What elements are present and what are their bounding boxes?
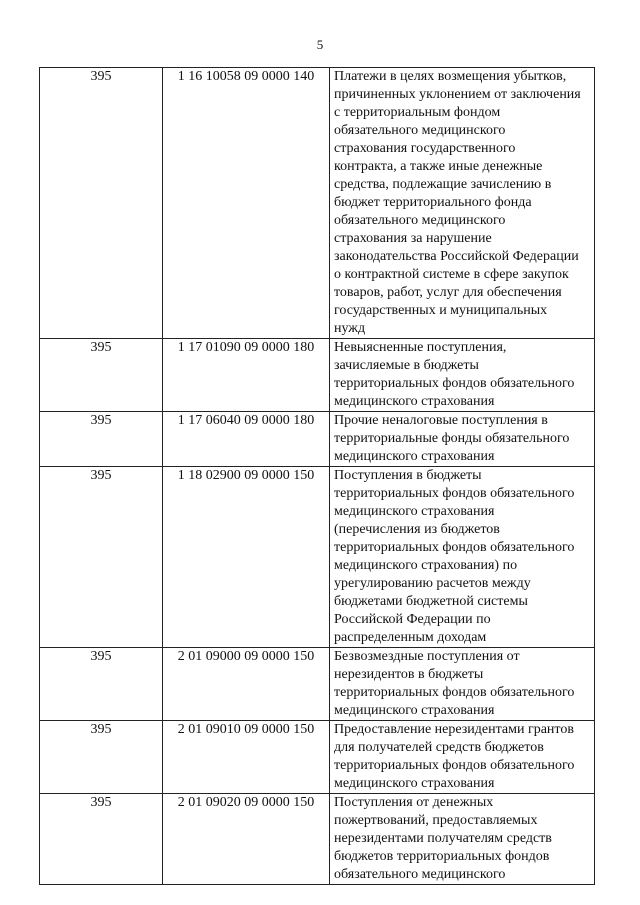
revenue-name-line: обязательного медицинского [334, 213, 506, 228]
revenue-name-cell [330, 721, 595, 794]
table-row [40, 412, 595, 467]
table-body [40, 68, 595, 885]
budget-classification-code-cell: 1 17 01090 09 0000 180 [163, 339, 330, 412]
revenue-name-line: контракта, а также иные денежные [334, 159, 543, 174]
revenue-name-line: территориальные фонды обязательного [334, 431, 570, 446]
table-row [40, 68, 595, 339]
revenue-name-line: бюджетами бюджетной системы [334, 594, 528, 609]
table-row [40, 794, 595, 885]
revenue-name-line: средства, подлежащие зачислению в [334, 177, 552, 192]
revenue-name-line: страхования за нарушение [334, 231, 492, 246]
revenue-name-line: страхования государственного [334, 141, 516, 156]
revenue-name-line: товаров, работ, услуг для обеспечения [334, 285, 562, 300]
table-row [40, 721, 595, 794]
revenue-name-line: Прочие неналоговые поступления в [334, 413, 548, 428]
admin-code-cell: 395 [40, 339, 163, 412]
revenue-name-line: нерезидентами получателям средств [334, 831, 552, 846]
revenue-name-cell [330, 412, 595, 467]
revenue-name-line: медицинского страхования [334, 394, 495, 409]
revenue-name-line: пожертвований, предоставляемых [334, 813, 538, 828]
revenue-name-line: Предоставление нерезидентами грантов [334, 722, 574, 737]
revenue-name-line: территориальных фондов обязательного [334, 540, 575, 555]
budget-classification-code-cell: 1 17 06040 09 0000 180 [163, 412, 330, 467]
revenue-name-line: о контрактной системе в сфере закупок [334, 267, 569, 282]
revenue-name-line: Российской Федерации по [334, 612, 491, 627]
budget-classification-code-cell: 2 01 09020 09 0000 150 [163, 794, 330, 885]
revenue-name-line: медицинского страхования [334, 703, 495, 718]
revenue-name-line: законодательства Российской Федерации [334, 249, 579, 264]
revenue-name-cell [330, 648, 595, 721]
revenue-name-line: для получателей средств бюджетов [334, 740, 544, 755]
admin-code-cell: 395 [40, 412, 163, 467]
admin-code-cell: 395 [40, 721, 163, 794]
page-number: 5 [316, 37, 324, 52]
budget-classification-code-cell: 2 01 09010 09 0000 150 [163, 721, 330, 794]
revenue-name-line: обязательного медицинского [334, 123, 506, 138]
revenue-name-line: территориальных фондов обязательного [334, 486, 575, 501]
table-row [40, 648, 595, 721]
revenue-name-line: причиненных уклонением от заключения [334, 87, 581, 102]
revenue-name-line: государственных и муниципальных [334, 303, 548, 318]
admin-code-cell: 395 [40, 68, 163, 339]
revenue-name-line: территориальных фондов обязательного [334, 758, 575, 773]
budget-classification-code-cell: 1 18 02900 09 0000 150 [163, 467, 330, 648]
revenue-name-cell [330, 794, 595, 885]
revenue-name-line: урегулированию расчетов между [334, 576, 531, 591]
revenue-name-line: с территориальным фондом [334, 105, 501, 120]
revenue-name-line: Невыясненные поступления, [334, 340, 507, 355]
revenue-name-line: территориальных фондов обязательного [334, 376, 575, 391]
revenue-name-line: Безвозмездные поступления от [334, 649, 520, 664]
budget-classification-code-cell: 1 16 10058 09 0000 140 [163, 68, 330, 339]
admin-code-cell: 395 [40, 467, 163, 648]
revenue-name-cell [330, 467, 595, 648]
admin-code-cell: 395 [40, 648, 163, 721]
revenue-name-line: территориальных фондов обязательного [334, 685, 575, 700]
revenue-name-line: медицинского страхования) по [334, 558, 518, 573]
revenue-name-line: бюджет территориального фонда [334, 195, 532, 210]
table-row [40, 467, 595, 648]
revenue-name-line: нерезидентов в бюджеты [334, 667, 484, 682]
revenue-name-cell [330, 339, 595, 412]
budget-revenue-table [39, 67, 595, 885]
revenue-name-line: Платежи в целях возмещения убытков, [334, 69, 567, 84]
revenue-name-line: зачисляемые в бюджеты [334, 358, 479, 373]
table-row [40, 339, 595, 412]
revenue-name-line: Поступления в бюджеты [334, 468, 482, 483]
revenue-name-line: медицинского страхования [334, 449, 495, 464]
revenue-name-line: обязательного медицинского [334, 867, 506, 882]
revenue-name-line: Поступления от денежных [334, 795, 494, 810]
revenue-name-line: (перечисления из бюджетов [334, 522, 500, 537]
revenue-name-line: распределенным доходам [334, 630, 487, 645]
admin-code-cell: 395 [40, 794, 163, 885]
revenue-name-line: медицинского страхования [334, 776, 495, 791]
revenue-name-cell [330, 68, 595, 339]
budget-classification-code-cell: 2 01 09000 09 0000 150 [163, 648, 330, 721]
revenue-name-line: бюджетов территориальных фондов [334, 849, 550, 864]
revenue-name-line: медицинского страхования [334, 504, 495, 519]
revenue-name-line: нужд [334, 321, 366, 336]
